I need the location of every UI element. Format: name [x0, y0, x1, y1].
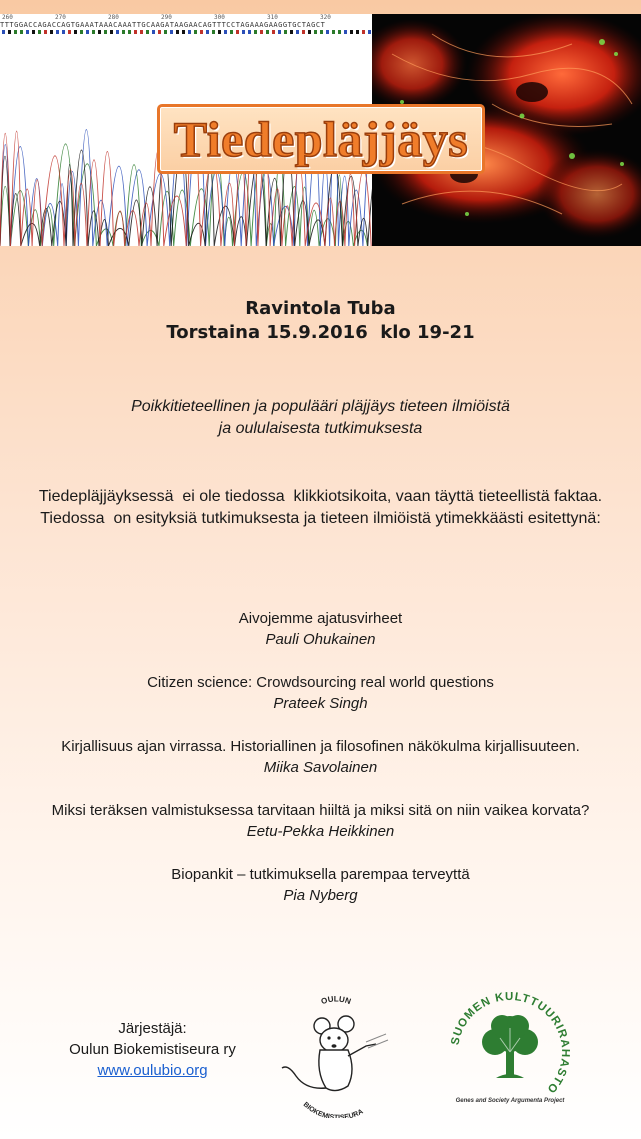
- base-call-tick: [104, 30, 107, 34]
- base-call-tick: [128, 30, 131, 34]
- base-call-tick: [68, 30, 71, 34]
- base-call-tick: [206, 30, 209, 34]
- base-call-tick: [224, 30, 227, 34]
- base-call-tick: [188, 30, 191, 34]
- base-call-tick: [200, 30, 203, 34]
- talk-item: [0, 736, 641, 778]
- base-call-tick: [56, 30, 59, 34]
- base-call-tick: [290, 30, 293, 34]
- talk-speaker: Pia Nyberg: [283, 887, 358, 904]
- talk-item: [0, 608, 641, 650]
- base-call-tick: [236, 30, 239, 34]
- mouse-logo-bottom-text: BIOKEMISTISEURA: [301, 1101, 365, 1118]
- venue-block: [0, 297, 641, 345]
- ruler-label: 320: [320, 14, 331, 21]
- talk-item: [0, 864, 641, 906]
- ruler-label: 280: [108, 14, 119, 21]
- base-call-tick: [14, 30, 17, 34]
- base-call-tick: [242, 30, 245, 34]
- tagline: [0, 396, 641, 440]
- intro-text: [0, 486, 641, 530]
- mouse-logo-top-text: OULUN: [319, 994, 353, 1007]
- tagline-line-2: ja oululaisesta tutkimuksesta: [218, 420, 423, 437]
- base-call-tick: [32, 30, 35, 34]
- talk-speaker: Prateek Singh: [273, 695, 368, 712]
- event-title: Tiedepläjjäys: [173, 111, 469, 167]
- ruler-label: 270: [55, 14, 66, 21]
- base-call-tick: [218, 30, 221, 34]
- base-call-tick: [98, 30, 101, 34]
- base-call-tick: [302, 30, 305, 34]
- talk-title: Aivojemme ajatusvirheet: [238, 610, 403, 627]
- base-call-tick: [146, 30, 149, 34]
- base-call-tick: [182, 30, 185, 34]
- base-call-tick: [368, 30, 371, 34]
- base-call-tick: [272, 30, 275, 34]
- ruler-label: 300: [214, 14, 225, 21]
- talk-title: Miksi teräksen valmistuksessa tarvitaan hiiltä ja miksi sitä on niin vaikea korvata?: [51, 802, 590, 819]
- talk-title: Citizen science: Crowdsourcing real world questions: [147, 674, 494, 691]
- base-call-tick: [296, 30, 299, 34]
- ruler-label: 290: [161, 14, 172, 21]
- organizer-block: [45, 1018, 260, 1081]
- base-call-tick: [62, 30, 65, 34]
- ruler-label: 310: [267, 14, 278, 21]
- ruler-label: 260: [2, 14, 13, 21]
- organizer-name: Oulun Biokemistiseura ry: [69, 1041, 236, 1058]
- base-call-tick: [254, 30, 257, 34]
- base-call-tick: [8, 30, 11, 34]
- base-call-tick: [308, 30, 311, 34]
- intro-line-1: Tiedepläjjäyksessä ei ole tiedossa klikkiotsikoita, vaan täyttä tieteellistä faktaa.: [38, 488, 603, 505]
- svg-text:BIOKEMISTISEURA: [302, 1101, 365, 1118]
- event-datetime: Torstaina 15.9.2016 klo 19-21: [166, 322, 475, 343]
- base-call-tick: [362, 30, 365, 34]
- base-call-tick: [284, 30, 287, 34]
- svg-text:OULUN: [320, 994, 353, 1006]
- base-call-tick: [350, 30, 353, 34]
- talk-speaker: Miika Savolainen: [263, 759, 378, 776]
- header-banner: [0, 0, 641, 246]
- base-call-tick: [92, 30, 95, 34]
- base-call-tick: [170, 30, 173, 34]
- base-call-tick: [140, 30, 143, 34]
- base-call-tick: [260, 30, 263, 34]
- organizer-label: Järjestäjä:: [118, 1020, 187, 1037]
- sequence-letters: TTTGGACCAGACCAGTGAAATAAACAAATTGCAAGATAAGAACAGTTTCCTAGAAAGAAGGTGCTAGCT: [0, 21, 326, 29]
- base-call-tick: [152, 30, 155, 34]
- base-call-tick: [50, 30, 53, 34]
- base-call-tick: [314, 30, 317, 34]
- base-call-tick: [80, 30, 83, 34]
- base-call-tick: [278, 30, 281, 34]
- base-call-tick: [164, 30, 167, 34]
- base-call-tick: [320, 30, 323, 34]
- talk-speaker: Pauli Ohukainen: [265, 631, 376, 648]
- base-call-tick: [248, 30, 251, 34]
- base-call-tick: [338, 30, 341, 34]
- base-call-tick: [344, 30, 347, 34]
- oulun-biokemistiseura-logo: [276, 990, 396, 1118]
- base-call-tick: [86, 30, 89, 34]
- base-call-tick: [332, 30, 335, 34]
- base-call-tick: [44, 30, 47, 34]
- talk-item: [0, 800, 641, 842]
- base-call-tick: [38, 30, 41, 34]
- base-call-tick: [212, 30, 215, 34]
- base-call-tick: [20, 30, 23, 34]
- base-call-tick: [326, 30, 329, 34]
- base-call-tick: [26, 30, 29, 34]
- base-call-tick: [266, 30, 269, 34]
- talk-title: Biopankit – tutkimuksella parempaa terveyttä: [171, 866, 470, 883]
- base-call-tick: [116, 30, 119, 34]
- intro-line-2: Tiedossa on esityksiä tutkimuksesta ja tieteen ilmiöistä ytimekkäästi esitettynä:: [40, 510, 601, 527]
- base-call-tick: [176, 30, 179, 34]
- base-call-tick: [110, 30, 113, 34]
- talk-item: [0, 672, 641, 714]
- tagline-line-1: Poikkitieteellinen ja populääri pläjjäys tieteen ilmiöistä: [131, 398, 510, 415]
- venue-name: Ravintola Tuba: [245, 298, 396, 319]
- base-call-tick: [230, 30, 233, 34]
- mouse-logo-icon: [276, 990, 396, 1118]
- kulttuurirahasto-ring-text: SUOMEN KULTTUURIRAHASTO: [449, 990, 572, 1096]
- kulttuurirahasto-caption: Genes and Society Argumenta Project: [455, 1098, 565, 1104]
- base-call-tick: [74, 30, 77, 34]
- organizer-website-link[interactable]: www.oulubio.org: [97, 1062, 208, 1079]
- base-call-tick: [158, 30, 161, 34]
- base-call-tick: [134, 30, 137, 34]
- base-call-tick: [356, 30, 359, 34]
- talk-speaker: Eetu-Pekka Heikkinen: [246, 823, 395, 840]
- base-call-tick: [122, 30, 125, 34]
- base-call-tick: [194, 30, 197, 34]
- talk-title: Kirjallisuus ajan virrassa. Historiallinen ja filosofinen näkökulma kirjallisuuteen.: [61, 738, 580, 755]
- base-call-tick: [2, 30, 5, 34]
- title-banner: [157, 104, 485, 174]
